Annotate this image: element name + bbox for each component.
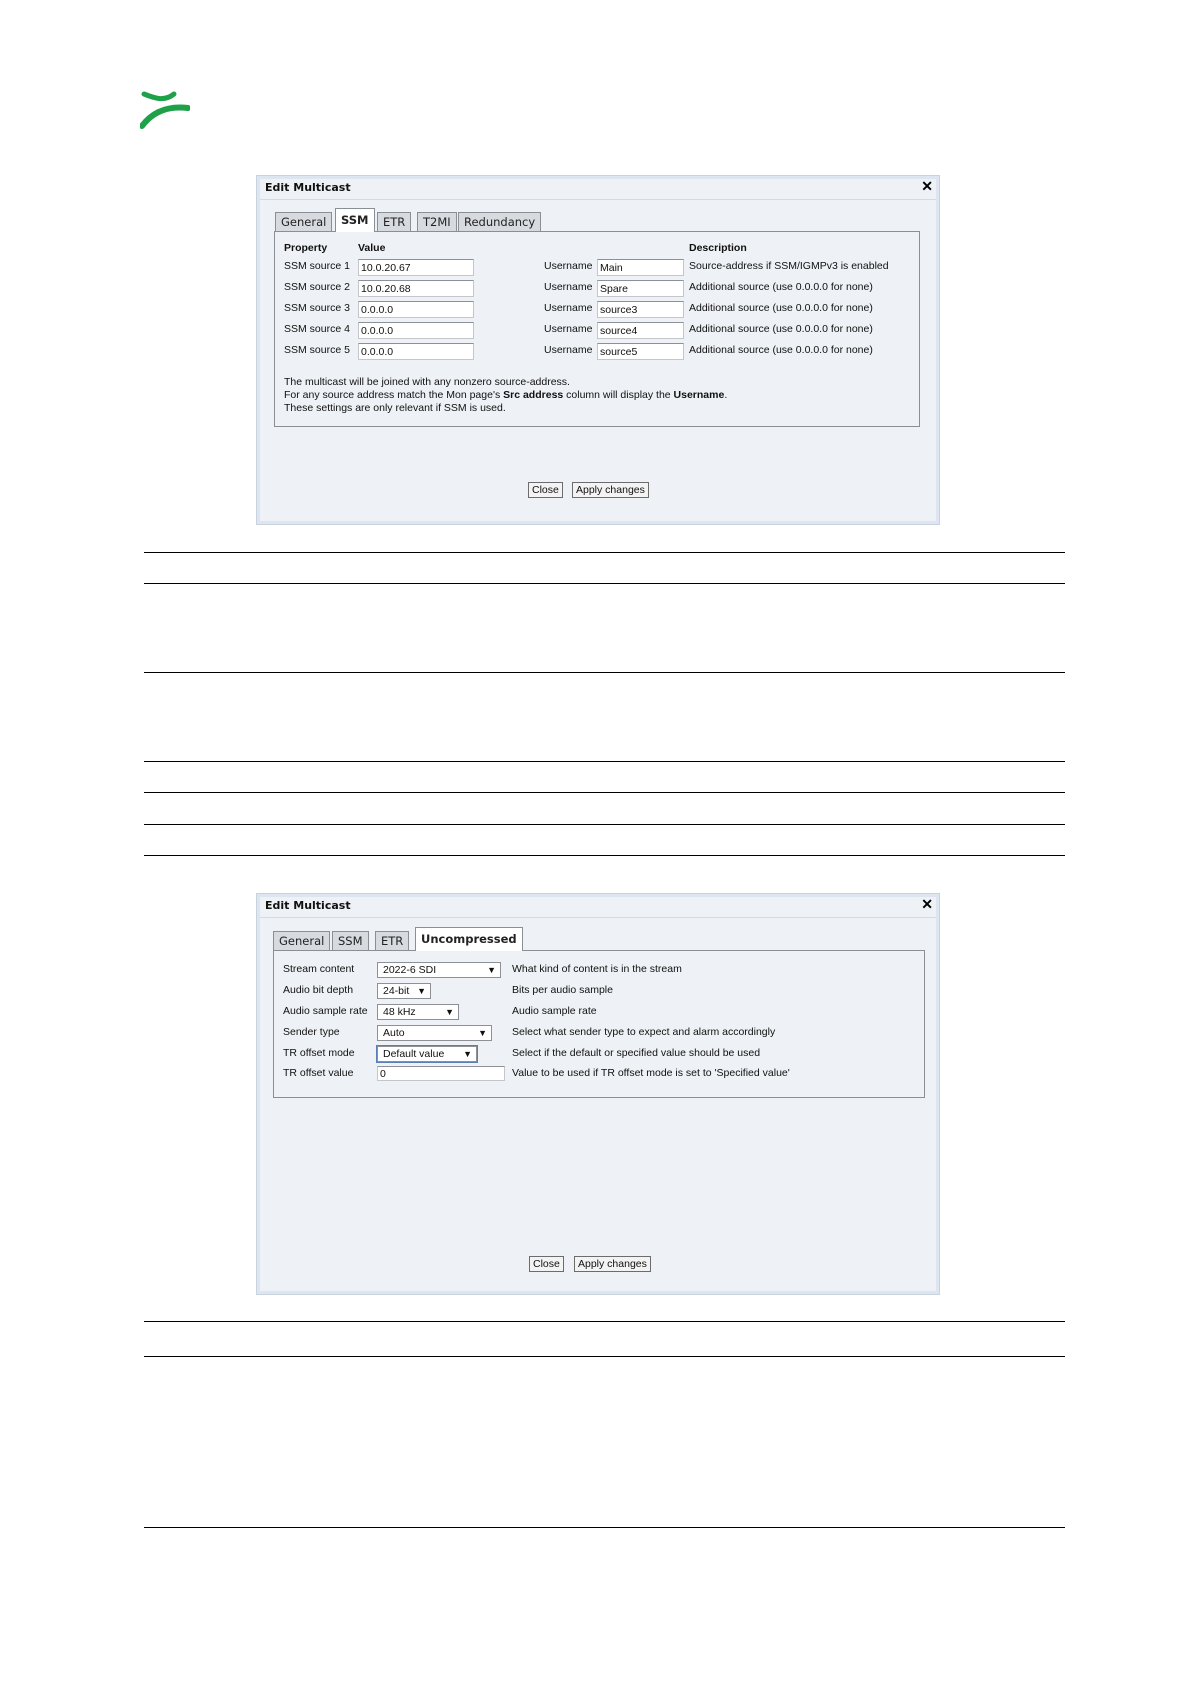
divider-3 [144, 672, 1065, 673]
chevron-down-icon: ▼ [445, 1007, 454, 1017]
divider-2 [144, 583, 1065, 584]
ssm-source-3-description: Additional source (use 0.0.0.0 for none) [689, 302, 873, 314]
audio-bit-depth-select[interactable]: 24-bit ▼ [377, 983, 431, 999]
apply-changes-button[interactable]: Apply changes [574, 1256, 651, 1272]
username-5-label: Username [544, 344, 593, 356]
ssm-notes [284, 376, 727, 415]
chevron-down-icon: ▼ [463, 1049, 472, 1059]
divider-1 [144, 552, 1065, 553]
ssm-source-4-label: SSM source 4 [284, 323, 350, 335]
close-button[interactable]: Close [529, 1256, 564, 1272]
tr-offset-value-label: TR offset value [283, 1067, 354, 1079]
audio-sample-rate-description: Audio sample rate [512, 1005, 597, 1017]
username-1-label: Username [544, 260, 593, 272]
divider-9 [144, 1356, 1065, 1357]
divider-7 [144, 855, 1065, 856]
sender-type-select[interactable]: Auto ▼ [377, 1025, 492, 1041]
username-1-input[interactable] [597, 259, 684, 276]
header-property: Property [284, 242, 328, 254]
divider-4 [144, 761, 1065, 762]
titlebar-divider [260, 917, 936, 918]
username-5-input[interactable] [597, 343, 684, 360]
ssm-source-1-description: Source-address if SSM/IGMPv3 is enabled [689, 260, 889, 272]
note-line-3: These settings are only relevant if SSM is used. [284, 402, 506, 414]
ssm-source-4-input[interactable] [358, 322, 474, 339]
username-4-label: Username [544, 323, 593, 335]
audio-bit-depth-label: Audio bit depth [283, 984, 354, 996]
ssm-source-1-input[interactable] [358, 259, 474, 276]
tr-offset-mode-select[interactable]: Default value ▼ [377, 1046, 477, 1062]
tab-etr[interactable]: ETR [377, 212, 411, 232]
audio-sample-rate-label: Audio sample rate [283, 1005, 368, 1017]
close-icon[interactable]: ✕ [921, 896, 933, 912]
username-3-input[interactable] [597, 301, 684, 318]
tab-ssm[interactable]: SSM [332, 931, 369, 951]
close-button[interactable]: Close [528, 482, 563, 498]
brand-logo [140, 88, 190, 130]
ssm-source-2-input[interactable] [358, 280, 474, 297]
tr-offset-value-input[interactable] [377, 1066, 505, 1081]
ssm-source-5-input[interactable] [358, 343, 474, 360]
sender-type-description: Select what sender type to expect and alarm accordingly [512, 1026, 776, 1038]
ssm-source-3-label: SSM source 3 [284, 302, 350, 314]
sender-type-label: Sender type [283, 1026, 340, 1038]
dialog-title: Edit Multicast [265, 899, 351, 912]
tab-general[interactable]: General [275, 212, 332, 232]
audio-sample-rate-select[interactable]: 48 kHz ▼ [377, 1004, 459, 1020]
stream-content-select[interactable]: 2022-6 SDI ▼ [377, 962, 501, 978]
divider-6 [144, 824, 1065, 825]
close-icon[interactable]: ✕ [921, 178, 933, 194]
note-line-2: For any source address match the Mon page's Src address column will display the Username. [284, 389, 728, 401]
username-3-label: Username [544, 302, 593, 314]
note-line-1: The multicast will be joined with any nonzero source-address. [284, 376, 570, 388]
tab-general[interactable]: General [273, 931, 330, 951]
chevron-down-icon: ▼ [478, 1028, 487, 1038]
ssm-source-1-label: SSM source 1 [284, 260, 350, 272]
ssm-source-2-label: SSM source 2 [284, 281, 350, 293]
stream-content-label: Stream content [283, 963, 355, 975]
tr-offset-mode-label: TR offset mode [283, 1047, 355, 1059]
divider-8 [144, 1321, 1065, 1322]
divider-5 [144, 792, 1065, 793]
username-2-input[interactable] [597, 280, 684, 297]
chevron-down-icon: ▼ [417, 986, 426, 996]
edit-multicast-dialog-ssm [256, 175, 940, 525]
dialog-title: Edit Multicast [265, 181, 351, 194]
tab-redundancy[interactable]: Redundancy [458, 212, 541, 232]
tab-uncompressed[interactable]: Uncompressed [415, 927, 523, 951]
ssm-source-5-description: Additional source (use 0.0.0.0 for none) [689, 344, 873, 356]
username-4-input[interactable] [597, 322, 684, 339]
tr-offset-mode-description: Select if the default or specified value should be used [512, 1047, 761, 1059]
header-value: Value [358, 242, 386, 254]
header-description: Description [689, 242, 747, 254]
ssm-source-3-input[interactable] [358, 301, 474, 318]
tab-ssm[interactable]: SSM [335, 208, 375, 232]
tab-etr[interactable]: ETR [375, 931, 409, 951]
ssm-panel [274, 231, 920, 427]
ssm-source-5-label: SSM source 5 [284, 344, 350, 356]
chevron-down-icon: ▼ [487, 965, 496, 975]
username-2-label: Username [544, 281, 593, 293]
ssm-source-4-description: Additional source (use 0.0.0.0 for none) [689, 323, 873, 335]
edit-multicast-dialog-uncompressed [256, 893, 940, 1295]
audio-bit-depth-description: Bits per audio sample [512, 984, 613, 996]
tab-t2mi[interactable]: T2MI [417, 212, 457, 232]
stream-content-description: What kind of content is in the stream [512, 963, 682, 975]
divider-10 [144, 1527, 1065, 1528]
uncompressed-panel [273, 950, 925, 1098]
titlebar-divider [260, 199, 936, 200]
tr-offset-value-description: Value to be used if TR offset mode is set to 'Specified value' [512, 1067, 790, 1079]
apply-changes-button[interactable]: Apply changes [572, 482, 649, 498]
ssm-source-2-description: Additional source (use 0.0.0.0 for none) [689, 281, 873, 293]
